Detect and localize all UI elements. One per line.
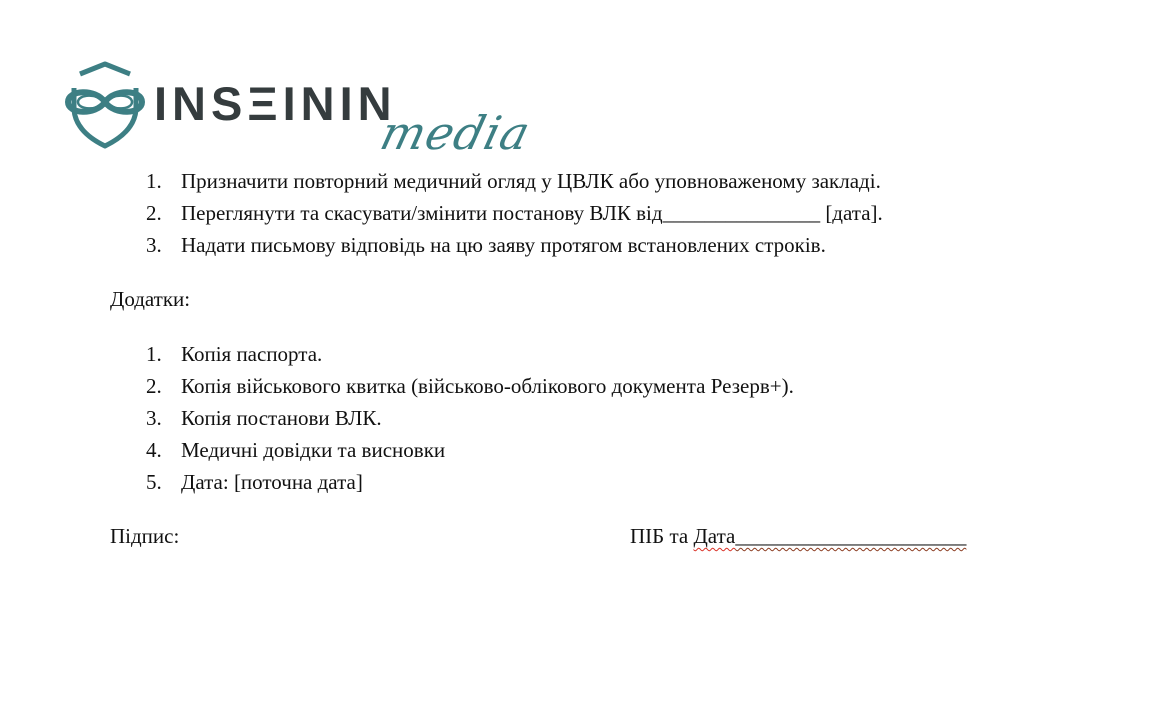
list-item-text: Переглянути та скасувати/змінити постанову ВЛК від_______________ [дата].: [181, 201, 883, 225]
list-item-text: Надати письмову відповідь на цю заяву протягом встановлених строків.: [181, 233, 826, 257]
list-item: 4. Медичні довідки та висновки: [146, 438, 446, 462]
list-item: 2. Копія військового квитка (військово-облікового документа Резерв+).: [146, 374, 794, 398]
signature-label: Підпис:: [110, 524, 180, 548]
attachments-heading: Додатки:: [110, 287, 191, 311]
infinity-shield-icon: [62, 60, 148, 150]
list-item: 5. Дата: [поточна дата]: [146, 470, 363, 494]
requests-list: [146, 165, 883, 261]
list-item: 2. Переглянути та скасувати/змінити постанову ВЛК від_______________ [дата].: [146, 201, 883, 225]
list-item-text: Копія військового квитка (військово-облікового документа Резерв+).: [181, 374, 794, 398]
company-logo: [62, 60, 537, 170]
name-date-blank: ______________________: [735, 524, 967, 548]
list-item-text: Медичні довідки та висновки: [181, 438, 446, 462]
logo-script: media: [375, 106, 537, 160]
list-item: 3. Копія постанови ВЛК.: [146, 406, 382, 430]
name-date-prefix: ПІБ та: [630, 524, 694, 548]
list-item-text: Призначити повторний медичний огляд у ЦВЛК або уповноваженому закладі.: [181, 169, 881, 193]
list-item: 1. Копія паспорта.: [146, 342, 323, 366]
list-item-text: Копія постанови ВЛК.: [181, 406, 382, 430]
attachments-list: [146, 338, 794, 498]
list-item: 1. Призначити повторний медичний огляд у ЦВЛК або уповноваженому закладі.: [146, 169, 881, 193]
name-date-field: [630, 520, 966, 552]
list-item-text: Дата: [поточна дата]: [181, 470, 363, 494]
name-date-word: Дата: [693, 524, 736, 548]
list-item: 3. Надати письмову відповідь на цю заяву протягом встановлених строків.: [146, 233, 826, 257]
logo-wordmark: INSΞININ: [154, 77, 397, 130]
list-item-text: Копія паспорта.: [181, 342, 323, 366]
